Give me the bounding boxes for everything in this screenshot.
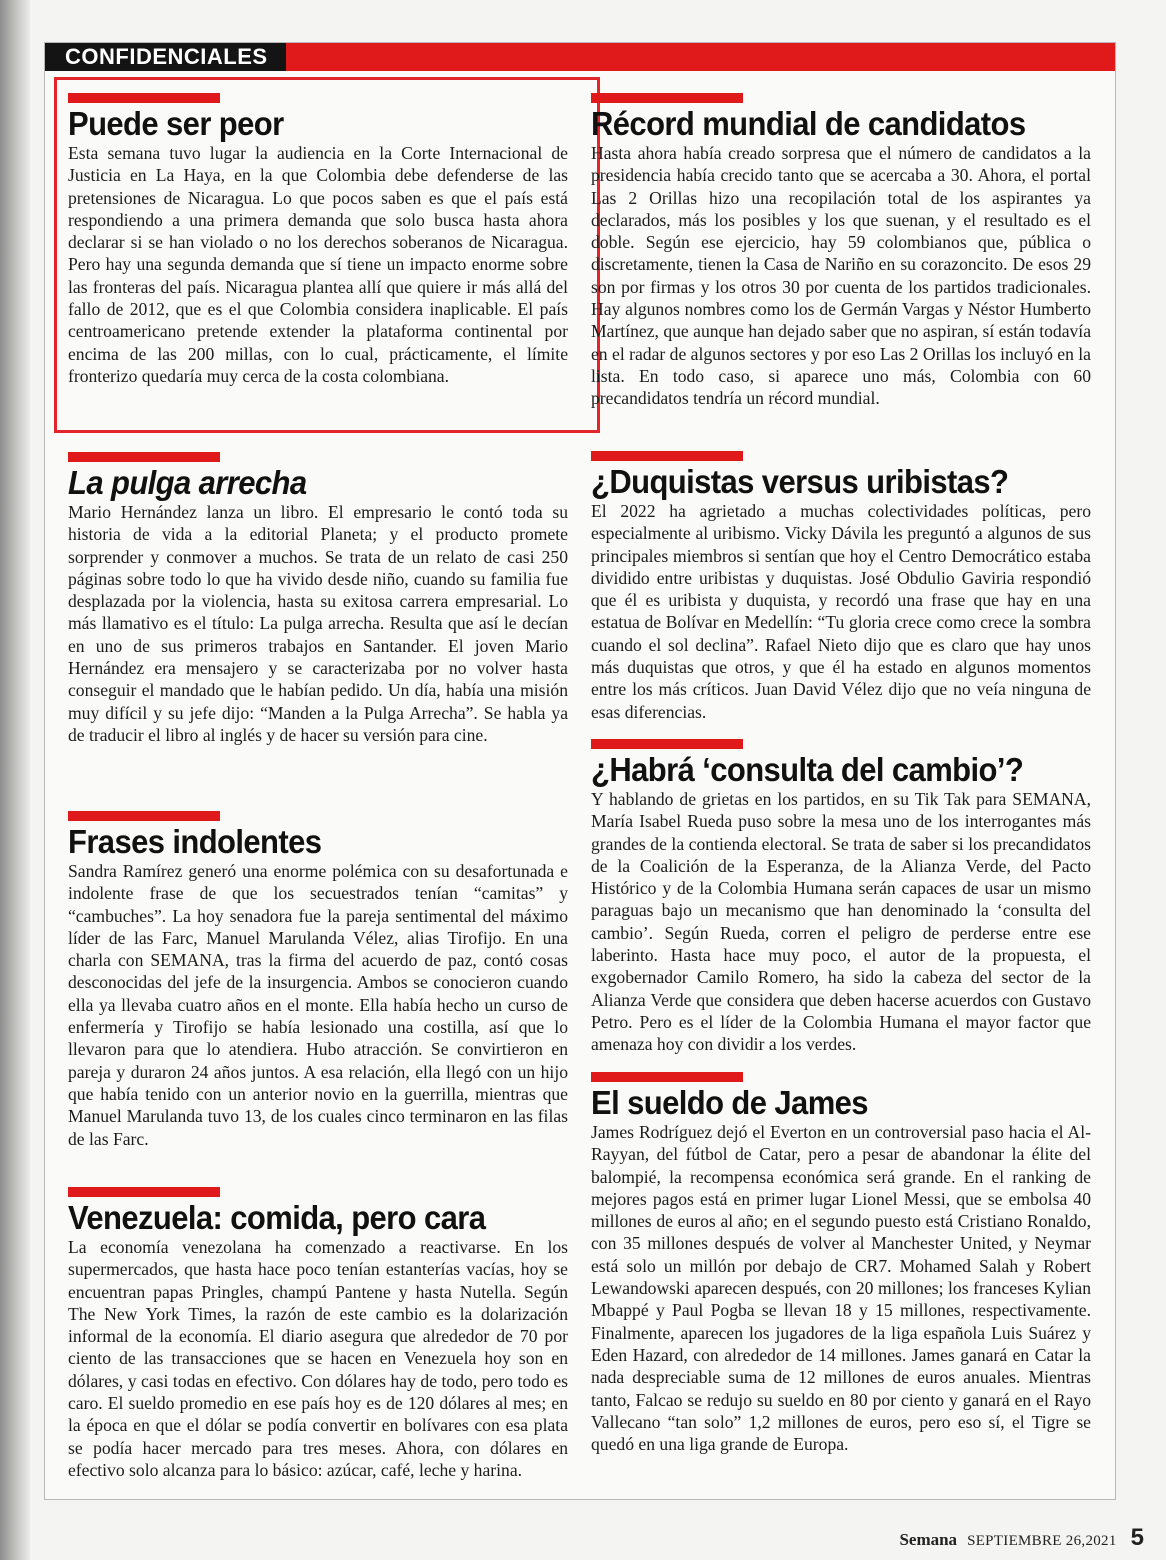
page-spine-shadow — [0, 0, 30, 1560]
headline-rule — [591, 93, 743, 103]
headline-rule — [68, 811, 220, 821]
article-body: Mario Hernández lanza un libro. El empresario le contó toda su historia de vida a la editorial Planeta; y el producto promete sorprender y conmover a muchos. Se trata de un relato de casi 250 páginas sobre todo lo que ha vivido desde niño, cuando su familia fue desplazada por la violencia, hasta su exitosa carrera empresarial. Lo más llamativo es el título: La pulga arrecha. Resulta que así le decían en uno de sus primeros trabajos en Santander. El joven Mario Hernández era mensajero y se caracterizaba por no volver hasta conseguir el mandado que le habían pedido. Un día, había una misión muy difícil y su jefe dijo: “Manden a la Pulga Arrecha”. Se habla ya de traducir el libro al inglés y de hacer su versión para cine. — [68, 502, 568, 745]
article-body: La economía venezolana ha comenzado a reactivarse. En los supermercados, que hasta hace poco tenían estanterías vacías, hoy se encuentran papas Pringles, champú Pantene y hasta Nutella. Según The New York Times, la razón de este cambio es la dolarización informal de la economía. El diario asegura que alrededor de 70 por ciento de las transacciones que se hacen en Venezuela hoy son en dólares, y casi todas en efectivo. Con dólares hay de todo, pero todo es caro. El sueldo promedio en ese país hoy es de 120 dólares al mes; en la época en que el dólar se podía convertir en bolívares con esa plata se podía hacer mercado para tres meses. Ahora, con dólares en efectivo solo alcanza para lo básico: azúcar, café, leche y harina. — [68, 1237, 568, 1480]
article-headline: El sueldo de James — [591, 1084, 868, 1122]
headline-rule — [591, 1072, 743, 1082]
article-sueldo-de-james — [591, 1072, 1091, 1455]
magazine-page — [44, 42, 1116, 1500]
article-frases-indolentes — [68, 811, 568, 1187]
article-body: James Rodríguez dejó el Everton en un controversial paso hacia el Al-Rayyan, del fútbol de Catar, pero a pesar de abandonar la élite del balompié, la recompensa económica será grande. En el ranking de mejores pagos está en primer lugar Lionel Messi, que se embolsa 40 millones de euros al año; en el segundo puesto está Cristiano Ronaldo, con 35 millones después de volver al Manchester United, y Neymar está solo un millón por debajo de CR7. Mohamed Salah y Robert Lewandowski aparecen después, con 20 millones; los franceses Kylian Mbappé y Paul Pogba se llevan 18 y 15 millones, respectivamente. Finalmente, aparecen los jugadores de la liga española Luis Suárez y Eden Hazard, con alrededor de 14 millones. James ganará en Catar la nada despreciable suma de 12 millones de euros anuales. Mientras tanto, Falcao se redujo su sueldo en 80 por ciento y ganará en el Rayo Vallecano “tan solo” 1,2 millones de euros, pero eso sí, el Tigre se quedó en una liga grande de Europa. — [591, 1122, 1091, 1455]
section-label: CONFIDENCIALES — [45, 43, 286, 71]
section-header-bar — [45, 43, 1115, 71]
article-venezuela — [68, 1187, 568, 1481]
right-column — [591, 93, 1091, 1455]
article-headline: ¿Duquistas versus uribistas? — [591, 463, 1009, 501]
left-column — [68, 93, 568, 1481]
page-number: 5 — [1130, 1524, 1144, 1551]
article-record-mundial — [591, 93, 1091, 451]
article-body: Esta semana tuvo lugar la audiencia en la Corte Internacional de Justicia en La Haya, en la que Colombia debe defenderse de las pretensiones de Nicaragua. Lo que pocos saben es que el país está respondiendo a una primera demanda que solo busca hasta ahora declarar si se han violado o no los derechos soberanos de Nicaragua. Pero hay una segunda demanda que sí tiene un impacto enorme sobre las fronteras del país. Nicaragua plantea allí que quiere ir más allá del fallo de 2012, que es el que Colombia considera inaplicable. El país centroamericano pretende extender la plataforma continental por encima de las 200 millas, con lo cual, prácticamente, el límite fronterizo quedaría muy cerca de la costa colombiana. — [68, 143, 568, 386]
article-body: Sandra Ramírez generó una enorme polémica con su desafortunada e indolente frase de que los secuestrados tenían “camitas” y “cambuches”. La hoy senadora fue la pareja sentimental del máximo líder de las Farc, Manuel Marulanda Vélez, alias Tirofijo. En una charla con SEMANA, tras la firma del acuerdo de paz, contó cosas desconocidas del jefe de la insurgencia. Ambos se conocieron cuando ella ya llevaba cuatro años en el monte. Ella había hecho un curso de enfermería y Tirofijo se había lesionado una costilla, así que lo llevaron para que lo atendiera. Hubo atracción. Se convirtieron en pareja y duraron 24 años juntos. A esa relación, ella llegó con un hijo que había tenido con un anterior novio en la guerrilla, mientras que Manuel Marulanda tuvo 13, de los cuales cinco terminaron en las filas de las Farc. — [68, 861, 568, 1149]
article-duquistas — [591, 451, 1091, 739]
article-headline: Venezuela: comida, pero cara — [68, 1199, 486, 1237]
headline-rule — [68, 1187, 220, 1197]
article-headline: Frases indolentes — [68, 823, 322, 861]
headline-rule — [591, 451, 743, 461]
issue-date: SEPTIEMBRE 26,2021 — [967, 1533, 1117, 1549]
article-headline: ¿Habrá ‘consulta del cambio’? — [591, 751, 1024, 789]
magazine-name: Semana — [899, 1530, 958, 1549]
article-body: Y hablando de grietas en los partidos, en su Tik Tak para SEMANA, María Isabel Rueda puso sobre la mesa uno de los interrogantes más grandes de la contienda electoral. Se trata de saber si los precandidatos de la Coalición de la Esperanza, de la Alianza Verde, del Pacto Histórico y de la Colombia Humana serán capaces de usar un mismo paraguas bajo un mecanismo que han denominado la ‘consulta del cambio’. Según Rueda, corren el peligro de perderse entre ese laberinto. Hasta hace muy poco, el autor de la propuesta, el exgobernador Camilo Romero, ha sido la cabeza del sector de la Alianza Verde que considera que deben hacerse acuerdos con Gustavo Petro. Pero es el líder de la Colombia Humana el mayor factor que amenaza hoy con dividir a los verdes. — [591, 789, 1091, 1055]
headline-rule — [68, 93, 220, 103]
article-headline: Récord mundial de candidatos — [591, 105, 1026, 143]
headline-rule — [68, 452, 220, 462]
article-consulta-del-cambio — [591, 739, 1091, 1072]
article-body: El 2022 ha agrietado a muchas colectividades políticas, pero especialmente al uribismo. Vicky Dávila les preguntó a algunos de sus principales miembros si sentían que hoy el Centro Democrático estaba dividido entre uribistas y duquistas. José Obdulio Gaviria respondió que él es uribista y duquista, y recordó una frase que hay en una estatua de Bolívar en Medellín: “Tu gloria crece como crece la sombra cuando el sol declina”. Rafael Nieto dijo que es claro que hay unos más duquistas que otros, y que él ha estado en algunos momentos entre los más críticos. Juan David Vélez dijo que no veía ninguna de esas diferencias. — [591, 501, 1091, 722]
article-body: Hasta ahora había creado sorpresa que el número de candidatos a la presidencia había crecido tanto que se acercaba a 30. Ahora, el portal Las 2 Orillas hizo una recopilación total de los aspirantes ya declarados, más los posibles y los que suenan, y el resultado es el doble. Según ese ejercicio, hay 59 colombianos que, pública o discretamente, tienen la Casa de Nariño en su corazoncito. De esos 29 son por firmas y los otros 30 por cuenta de los partidos tradicionales. Hay algunos nombres como los de Germán Vargas y Néstor Humberto Martínez, que aunque han dejado saber que no aspiran, sí están todavía en el radar de algunos sectores y por eso Las 2 Orillas los incluyó en la lista. En todo caso, si aparece uno más, Colombia con 60 precandidatos tendría un récord mundial. — [591, 143, 1091, 409]
page-footer — [899, 1524, 1144, 1552]
article-puede-ser-peor — [68, 93, 568, 452]
article-headline: Puede ser peor — [68, 105, 284, 143]
headline-rule — [591, 739, 743, 749]
article-headline: La pulga arrecha — [68, 464, 307, 502]
article-la-pulga-arrecha — [68, 452, 568, 811]
